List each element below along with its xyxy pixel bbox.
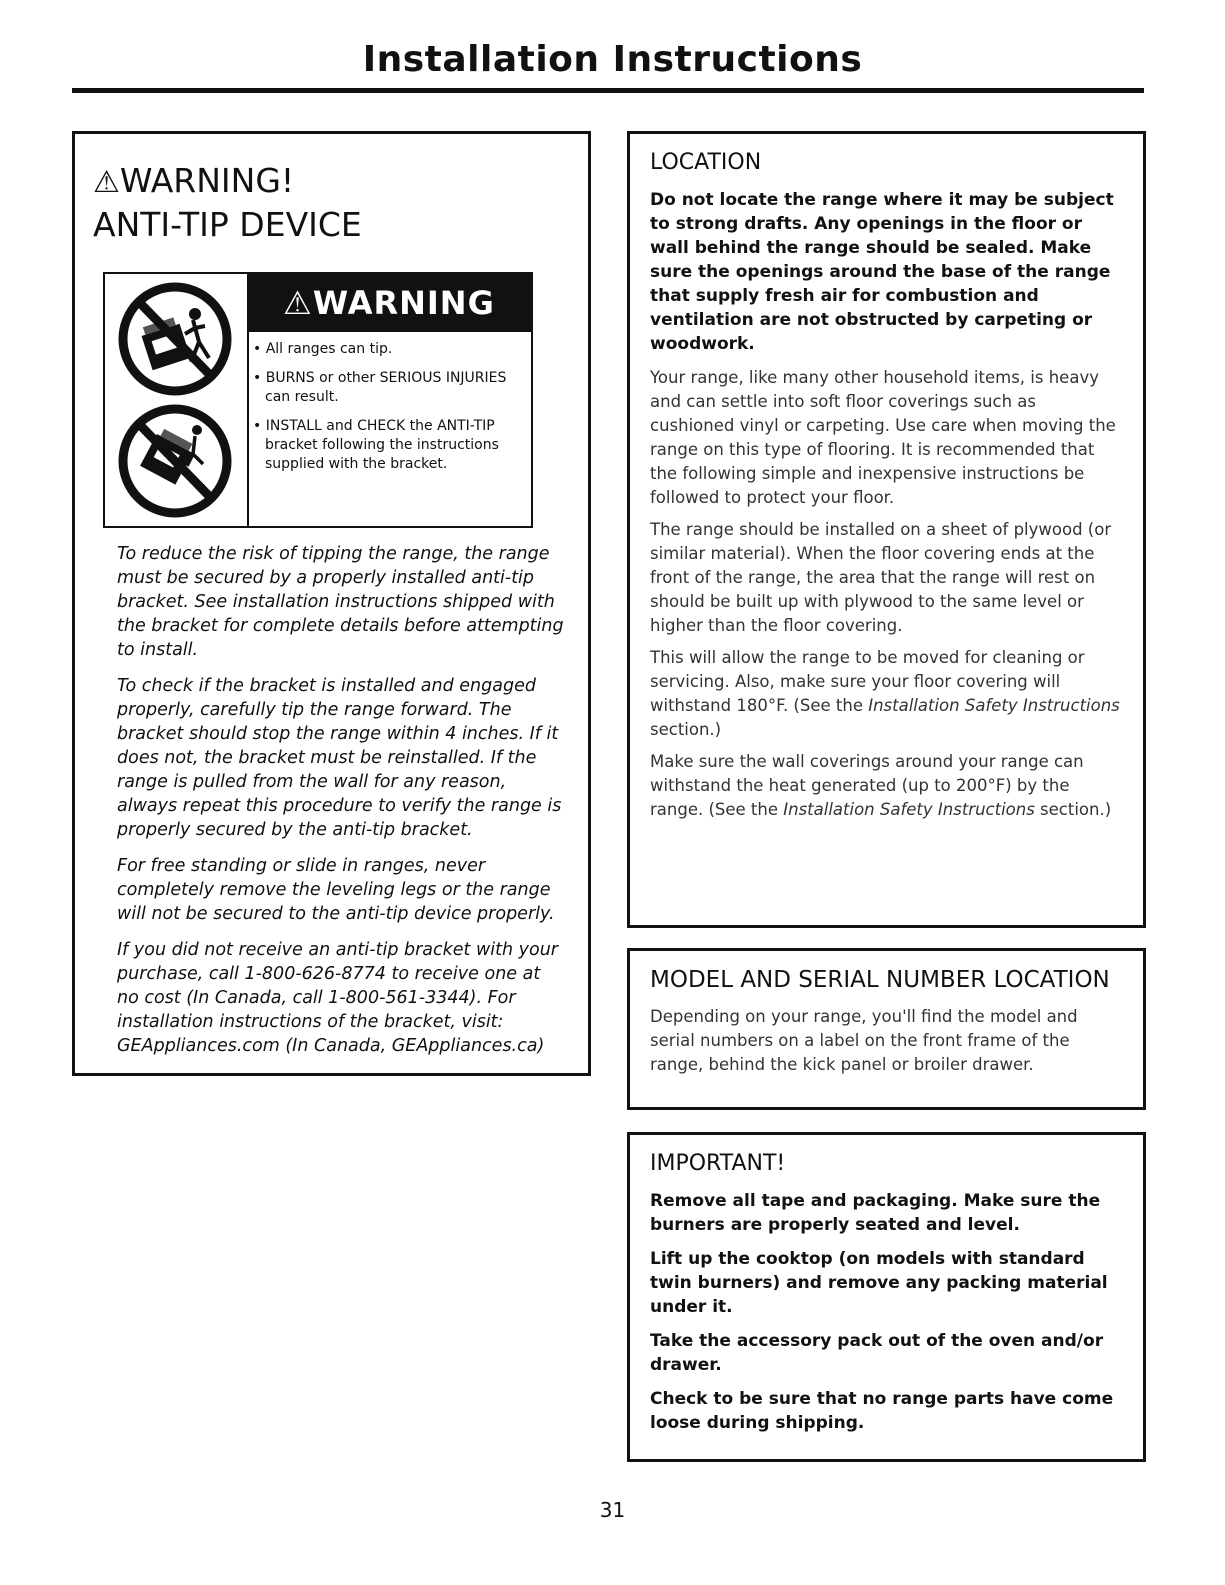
warning-label-list [253,340,523,484]
anti-tip-instructions [117,542,567,1070]
location-warning-paragraph: Do not locate the range where it may be subject to strong drafts. Any openings in the floor or wall behind the range should be sealed. Make sure the openings around the base of the range that supply fresh air for combustion and ventilation are not obstructed by carpeting or woodwork. [650,190,1114,354]
important-paragraph: Take the accessory pack out of the oven and/or drawer. [650,1331,1104,1375]
model-serial-heading: MODEL AND SERIAL NUMBER LOCATION [650,967,1110,993]
tipping-range-prohibited-icon [115,402,235,520]
anti-tip-paragraph: For free standing or slide in ranges, never completely remove the leveling legs or the range will not be secured to the anti-tip device properly. [117,856,555,924]
warning-heading [93,160,566,204]
warning-label-item: • BURNS or other SERIOUS INJURIES can result. [253,369,523,407]
warning-triangle-icon: ⚠ [93,165,120,200]
page-title: Installation Instructions [362,39,863,80]
safety-instructions-reference: Installation Safety Instructions [783,800,1035,819]
location-text: Make sure the wall coverings around your range can withstand the heat generated (up to 200°F) by the range. (See the [650,752,1084,819]
location-text: This will allow the range to be moved for cleaning or servicing. Also, make sure your floor covering will withstand 180°F. (See the [650,648,1085,715]
anti-tip-heading: ANTI-TIP DEVICE [93,205,362,244]
important-paragraph: Remove all tape and packaging. Make sure the burners are properly seated and level. [650,1191,1101,1235]
warning-label-item: • INSTALL and CHECK the ANTI-TIP bracket following the instructions supplied with the bracket. [253,417,523,474]
warning-label [103,272,533,528]
warning-label-banner: ⚠WARNING [247,274,531,332]
important-paragraph: Lift up the cooktop (on models with standard twin burners) and remove any packing material under it. [650,1249,1108,1317]
tipping-range-prohibited-icon [115,280,235,398]
important-paragraph: Check to be sure that no range parts have come loose during shipping. [650,1389,1114,1433]
location-box [627,131,1146,928]
location-paragraph: Your range, like many other household items, is heavy and can settle into soft floor coverings such as cushioned vinyl or carpeting. Use care when moving the range on this type of flooring. It is recommended that the following simple and inexpensive instructions be followed to protect your floor. [650,368,1116,507]
anti-tip-paragraph: If you did not receive an anti-tip bracket with your purchase, call 1-800-626-8774 to receive one at no cost (In Canada, call 1-800-561-3344). For installation instructions of the bracket, visit: GEAppliances.com (In Canada, GEAppliances.ca) [117,940,559,1056]
important-heading: IMPORTANT! [650,1151,786,1176]
location-text: section.) [1034,800,1112,819]
warning-symbols [105,274,249,526]
title-rule [72,88,1144,93]
location-text: section.) [650,720,722,739]
location-heading: LOCATION [650,150,762,175]
important-box [627,1132,1146,1462]
page-number: 31 [599,1498,626,1522]
model-serial-box [627,948,1146,1110]
safety-instructions-reference: Installation Safety Instructions [868,696,1120,715]
location-paragraph [650,646,1121,742]
location-paragraph [650,750,1121,822]
location-paragraph: The range should be installed on a sheet of plywood (or similar material). When the floor covering ends at the front of the range, the area that the range will rest on should be built up with plywood to the same level or higher than the floor covering. [650,520,1112,635]
warning-label-item: • All ranges can tip. [253,340,523,359]
model-serial-text: Depending on your range, you'll find the model and serial numbers on a label on the front frame of the range, behind the kick panel or broiler drawer. [650,1007,1078,1074]
warning-word: WARNING! [119,161,295,200]
anti-tip-paragraph: To check if the bracket is installed and engaged properly, carefully tip the range forward. The bracket should stop the range within 4 inches. If it does not, the bracket must be reinstalled. If the range is pulled from the wall for any reason, always repeat this procedure to verify the range is properly secured by the anti-tip bracket. [117,676,562,840]
anti-tip-warning-box [72,131,591,1076]
anti-tip-paragraph: To reduce the risk of tipping the range, the range must be secured by a properly installed anti-tip bracket. See installation instructions shipped with the bracket for complete details before attempting to install. [117,544,564,660]
